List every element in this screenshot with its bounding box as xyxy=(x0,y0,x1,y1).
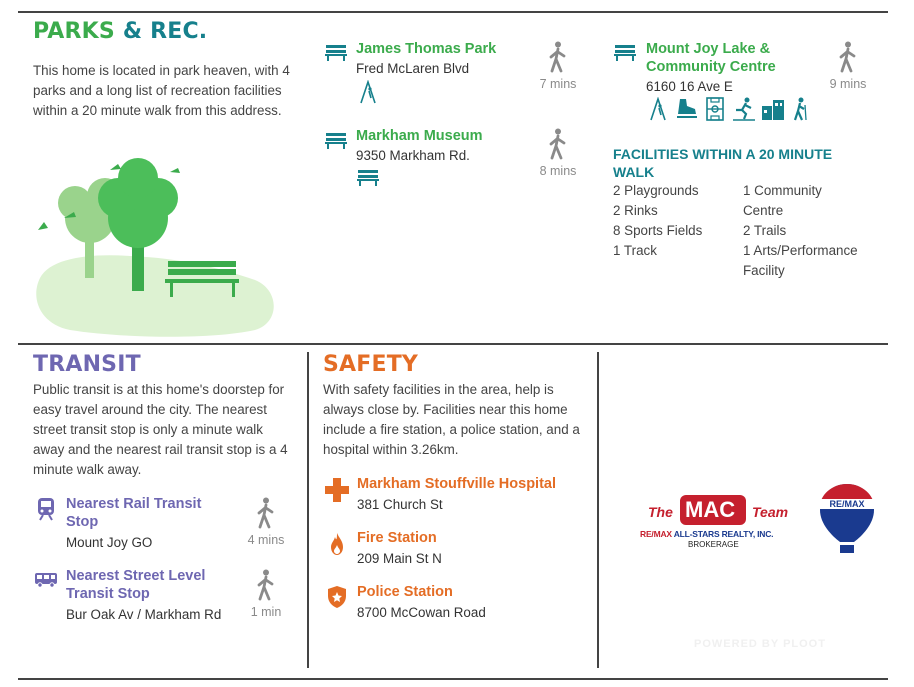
facility-item: 1 Arts/Performance Facility xyxy=(743,243,858,278)
walking-person-icon xyxy=(548,128,568,160)
safety-name: Police Station xyxy=(357,584,453,600)
brand-logo xyxy=(640,495,810,555)
parks-description: This home is located in park heaven, with 4 parks and a long list of recreation facilities within a 20 minute walk from this address. xyxy=(33,63,290,118)
transit-stop: Mount Joy GO xyxy=(66,535,153,550)
brand-team: Team xyxy=(752,504,789,520)
playground-icon xyxy=(359,80,377,104)
top-rule xyxy=(18,11,888,13)
bottom-rule xyxy=(18,678,888,680)
facility-item: 8 Sports Fields xyxy=(613,223,703,238)
facilities-col2 xyxy=(743,181,878,281)
parks-title: PARKS & REC. xyxy=(33,19,208,44)
facility-item: 2 Trails xyxy=(743,223,787,238)
walk-time: 7 mins xyxy=(528,41,588,91)
powered-by: POWERED BY PLOOT xyxy=(694,638,826,650)
brand-company: RE/MAX ALL-STARS REALTY, INC. xyxy=(640,529,774,539)
safety-name: Markham Stouffville Hospital xyxy=(357,476,557,492)
safety-address: 8700 McCowan Road xyxy=(357,605,486,620)
park-name: James Thomas Park xyxy=(356,41,497,57)
bench-icon xyxy=(325,43,347,61)
bus-icon xyxy=(34,572,58,588)
walking-person-icon xyxy=(256,497,276,529)
bench-icon xyxy=(357,168,379,186)
middle-rule xyxy=(18,343,888,345)
brand-mac: MAC xyxy=(685,497,736,522)
balloon-text: RE/MAX xyxy=(829,499,865,509)
walk-time: 4 mins xyxy=(236,497,296,547)
brand-brokerage: BROKERAGE xyxy=(688,540,739,549)
remax-balloon-icon xyxy=(818,482,876,554)
safety-address: 381 Church St xyxy=(357,497,443,512)
park-name: Markham Museum xyxy=(356,128,483,144)
facilities-title: FACILITIES WITHIN A 20 MINUTE WALK xyxy=(613,146,833,180)
park-name: Mount Joy Lake & Community Centre xyxy=(646,41,776,75)
transit-label: Nearest Rail Transit Stop xyxy=(66,496,202,530)
walking-person-icon xyxy=(838,41,858,73)
facility-item: 2 Playgrounds xyxy=(613,183,699,198)
walk-time: 8 mins xyxy=(528,128,588,178)
facility-item: 1 Track xyxy=(613,243,657,258)
police-badge-icon xyxy=(327,585,347,609)
flame-icon xyxy=(330,532,344,556)
transit-description: Public transit is at this home's doorstep for easy travel around the city. The nearest street transit stop is only a minute walk away and the nearest rail transit stop is a 4 minute walk away. xyxy=(33,382,288,477)
safety-name: Fire Station xyxy=(357,530,437,546)
skate-icon xyxy=(675,98,699,120)
walk-time: 1 min xyxy=(236,569,296,619)
track-icon xyxy=(732,97,756,121)
facilities-col1 xyxy=(613,181,733,261)
brand-the: The xyxy=(648,504,673,520)
transit-title: TRANSIT xyxy=(33,352,141,377)
walking-person-icon xyxy=(256,569,276,601)
playground-icon xyxy=(649,97,667,121)
transit-label: Nearest Street Level Transit Stop xyxy=(66,568,206,602)
hospital-cross-icon xyxy=(325,478,349,502)
bench-icon xyxy=(325,131,347,149)
divider-safety-brand xyxy=(597,352,599,668)
bench-icon xyxy=(614,43,636,61)
facility-item: 2 Rinks xyxy=(613,203,658,218)
sports-field-icon xyxy=(706,97,724,121)
safety-description: With safety facilities in the area, help is always close by. Facilities near this home include a fire station, a police station, and a hospital within 3.26km. xyxy=(323,382,580,457)
safety-title: SAFETY xyxy=(323,352,419,377)
train-icon xyxy=(36,497,56,521)
trail-icon xyxy=(792,97,808,121)
walk-time: 9 mins xyxy=(818,41,878,91)
community-centre-icon xyxy=(761,98,785,120)
park-address: 9350 Markham Rd. xyxy=(356,148,470,163)
facility-item: 1 Community Centre xyxy=(743,183,822,218)
transit-stop: Bur Oak Av / Markham Rd xyxy=(66,607,222,622)
park-address: Fred McLaren Blvd xyxy=(356,61,470,76)
walking-person-icon xyxy=(548,41,568,73)
divider-transit-safety xyxy=(307,352,309,668)
safety-address: 209 Main St N xyxy=(357,551,442,566)
park-illustration xyxy=(30,158,280,338)
park-address: 6160 16 Ave E xyxy=(646,79,733,94)
